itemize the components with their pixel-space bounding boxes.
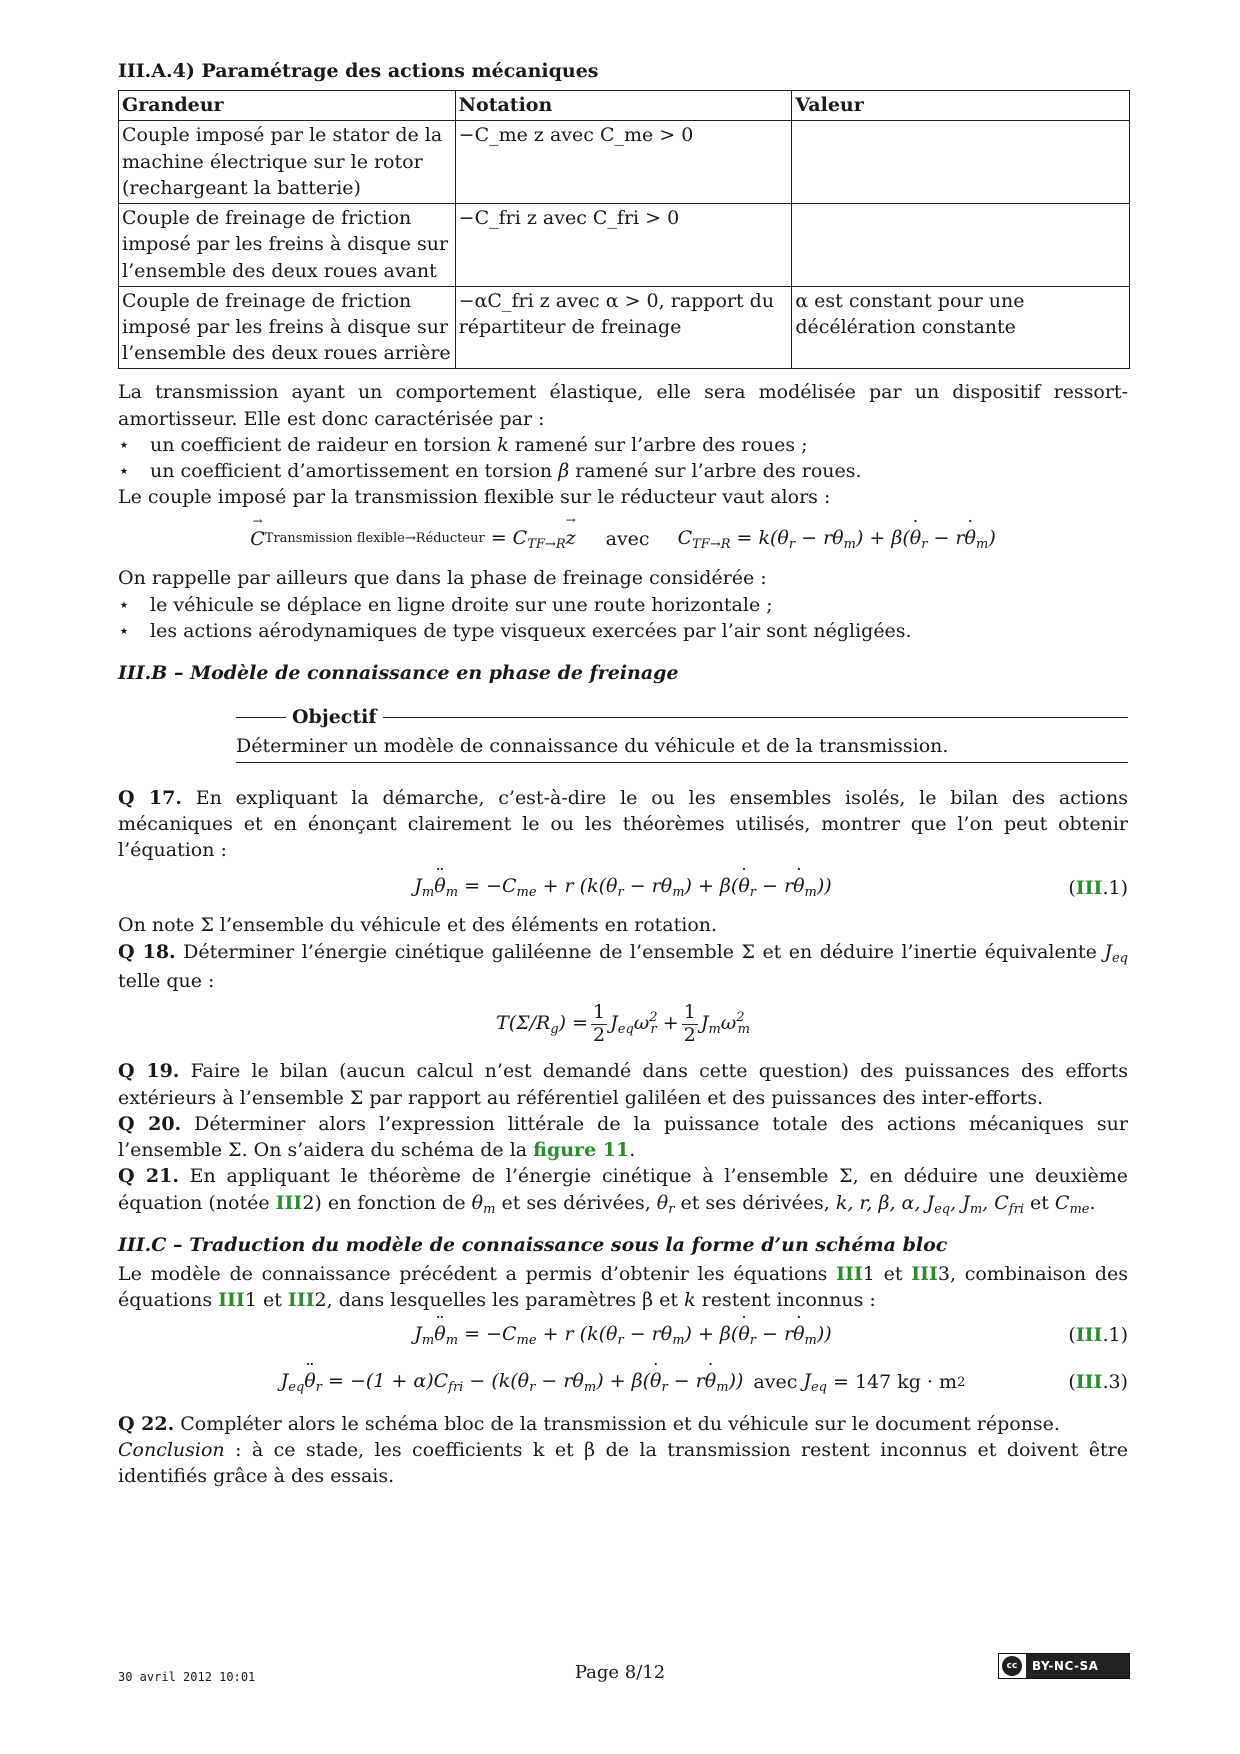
- braking-phase-text: On rappelle par ailleurs que dans la phase de freinage considérée :: [118, 567, 767, 590]
- table-row: [119, 204, 1130, 287]
- question-17: Q 17. En expliquant la démarche, c’est-à-dire le ou les ensembles isolés, le bilan des actions mécaniques et en énonçant clairement le ou les théorèmes utilisés, montrer que l’on peut obtenir l’équation :: [118, 786, 1128, 862]
- question-22: Q 22. Compléter alors le schéma bloc de la transmission et du véhicule sur le document réponse.: [118, 1412, 1060, 1435]
- parameters-table: [118, 90, 1130, 369]
- header-notation: Notation: [455, 91, 792, 121]
- equation-transmission: C → Transmission flexible→Réducteur = $C_{TF\to R}z$ → avec $C_{TF\to R} = k(\theta_r - r\theta_m) + \beta(\theta$ $˙_r - r\theta$ $˙_m$): [118, 525, 1128, 554]
- question-20: Q 20. Déterminer alors l’expression littérale de la puissance totale des actions mécaniques sur l’ensemble Σ. On s’aidera du schéma de la figure 11.: [118, 1112, 1128, 1162]
- cell-notation: −αC_fri z avec α > 0, rapport du répartiteur de freinage: [455, 286, 792, 369]
- section-b-title: III.B – Modèle de connaissance en phase de freinage: [118, 662, 679, 685]
- assumptions-list: [118, 592, 1128, 644]
- cell-valeur: [792, 121, 1130, 204]
- license-text: BY-NC-SA: [1026, 1654, 1129, 1678]
- cell-grandeur: Couple de freinage de friction imposé par les freins à disque sur l’ensemble des deux roues arrière: [119, 286, 456, 369]
- figure-11-link[interactable]: figure 11: [533, 1139, 630, 1162]
- license-badge: [998, 1653, 1130, 1679]
- equation-kinetic-energy: $T(\Sigma/R_g)$ = $\frac{1}{2}$ $J_{eq}\omega^2_r$ + $\frac{1}{2}$ $J_m\omega^2_m$: [496, 1000, 750, 1046]
- question-18: Q 18. Déterminer l’énergie cinétique galiléenne de l’ensemble Σ et en déduire l’inertie équivalente $J_{eq}$ telle que :: [118, 940, 1128, 992]
- eq-III-2-link[interactable]: III: [275, 1191, 303, 1214]
- content: [118, 58, 1128, 1490]
- objective-box: [236, 704, 1128, 762]
- cell-valeur: [792, 204, 1130, 287]
- list-item: ⋆ un coefficient de raideur en torsion k ramené sur l’arbre des roues ;: [118, 432, 1128, 458]
- conclusion: Conclusion : à ce stade, les coefficients k et β de la transmission restent inconnus et doivent être identifiés grâce à des essais.: [118, 1439, 1128, 1488]
- list-item: ⋆ les actions aérodynamiques de type visqueux exercées par l’air sont négligées.: [118, 618, 1128, 644]
- section-title: III.A.4) Paramétrage des actions mécaniques: [118, 60, 599, 82]
- cell-grandeur: Couple imposé par le stator de la machine électrique sur le rotor (rechargeant la batterie): [119, 121, 456, 204]
- table-header-row: [119, 91, 1130, 121]
- sigma-note: On note Σ l’ensemble du véhicule et des éléments en rotation.: [118, 914, 718, 937]
- page-number: Page 8/12: [574, 1662, 666, 1683]
- list-item: ⋆ un coefficient d’amortissement en torsion β ramené sur l’arbre des roues.: [118, 458, 1128, 484]
- header-grandeur: Grandeur: [119, 91, 456, 121]
- cell-grandeur: Couple de freinage de friction imposé par les freins à disque sur l’ensemble des deux roues avant: [119, 204, 456, 287]
- cell-notation: −C_me z avec C_me > 0: [455, 121, 792, 204]
- objective-text: Déterminer un modèle de connaissance du véhicule et de la transmission.: [236, 734, 949, 757]
- question-21: Q 21. En appliquant le théorème de l’énergie cinétique à l’ensemble Σ, en déduire une deuxième équation (notée III2) en fonction de $\theta_m$ et ses dérivées, $\theta_r$ et ses dérivées, k, r, β, α, $J_{eq}$, $J_m$, $C_{fri}$ et $C_{me}$.: [118, 1165, 1128, 1217]
- equation-III-1-repeat: $J_m\theta$ $¨_m = -C_{me} + r$ ($k(\theta_r - r\theta_m) + \beta(\theta$ $˙_r - r\theta$ $˙_m$)) (III.1): [118, 1321, 1128, 1350]
- equation-III-1: $J_m\theta$ $¨_m = -C_{me} + r$ ($k(\theta_r - r\theta_m) + \beta(\theta$ $˙_r - r\theta$ $˙_m$)) (III.1): [118, 873, 1128, 902]
- equation-III-3: $J_{eq}\theta$ $¨_r = -(1 + \alpha)C_{fri} - (k(\theta_r - r\theta_m) + \beta(\theta$ $˙_r - r\theta$ $˙_m$)) avec $J_{eq}$ = 147 kg · m 2 (III.3): [118, 1368, 1128, 1397]
- cell-valeur: α est constant pour une décélération constante: [792, 286, 1130, 369]
- transmission-couple-text: Le couple imposé par la transmission flexible sur le réducteur vaut alors :: [118, 486, 831, 509]
- cc-icon: cc: [1002, 1656, 1022, 1676]
- section-c-title: III.C – Traduction du modèle de connaissance sous la forme d’un schéma bloc: [118, 1234, 948, 1257]
- table-row: [119, 121, 1130, 204]
- objective-label: Objectif: [292, 706, 377, 729]
- question-19: Q 19. Faire le bilan (aucun calcul n’est demandé dans cette question) des puissances des efforts extérieurs à l’ensemble Σ par rapport au référentiel galiléen et des puissances des inter-efforts.: [118, 1060, 1128, 1109]
- cell-notation: −C_fri z avec C_fri > 0: [455, 204, 792, 287]
- header-valeur: Valeur: [792, 91, 1130, 121]
- intro-paragraph: La transmission ayant un comportement élastique, elle sera modélisée par un dispositif ressort-amortisseur. Elle est donc caractérisée par :: [118, 381, 1128, 430]
- footer-date: 30 avril 2012 10:01: [118, 1670, 256, 1684]
- list-item: ⋆ le véhicule se déplace en ligne droite sur une route horizontale ;: [118, 592, 1128, 618]
- table-row: [119, 286, 1130, 369]
- transmission-list: [118, 432, 1128, 484]
- section-c-paragraph: Le modèle de connaissance précédent a permis d’obtenir les équations III1 et III3, combinaison des équations III1 et III2, dans lesquelles les paramètres β et k restent inconnus :: [118, 1262, 1128, 1311]
